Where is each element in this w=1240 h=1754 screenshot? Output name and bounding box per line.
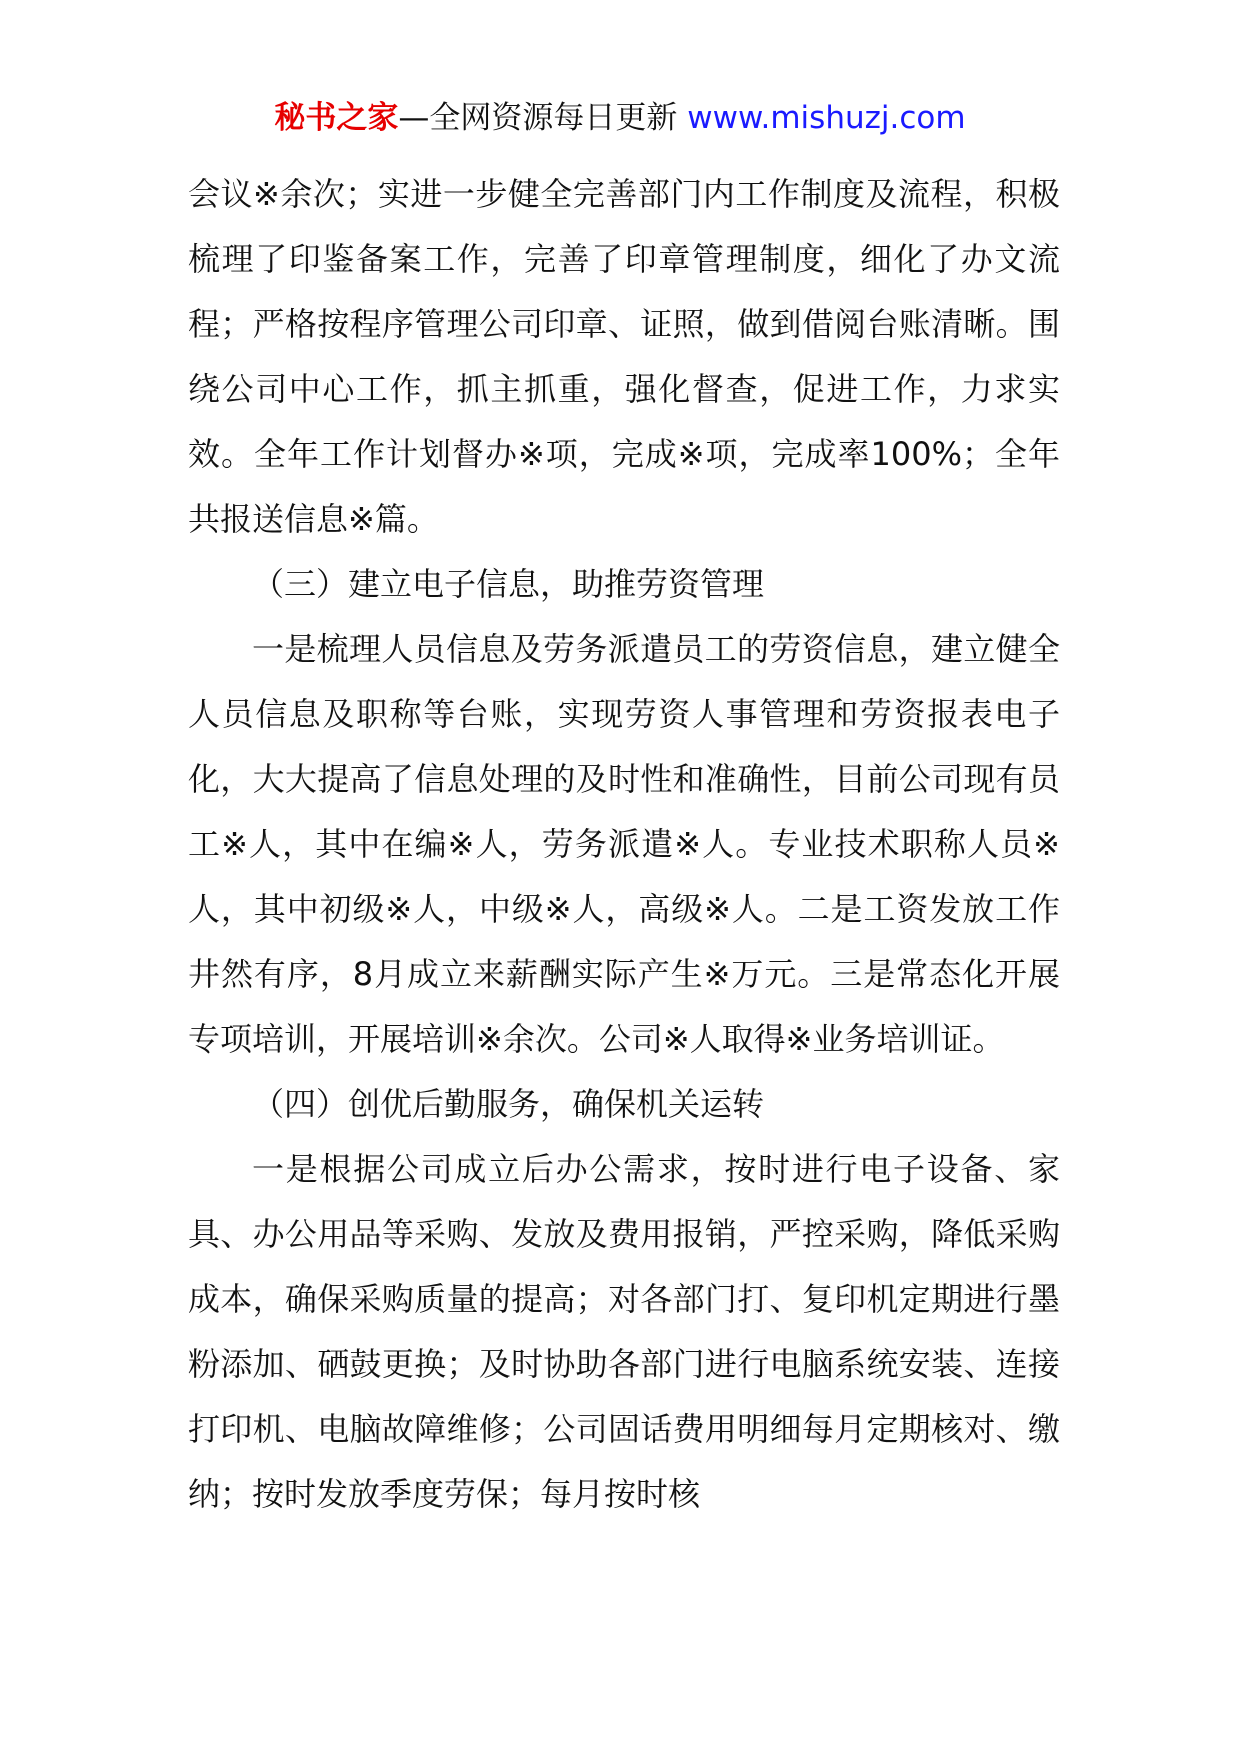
section-heading-four: （四）创优后勤服务，确保机关运转: [252, 1085, 765, 1123]
header-tagline: —全网资源每日更新: [398, 100, 688, 136]
section-heading-three: （三）建立电子信息，助推劳资管理: [252, 565, 765, 603]
site-url: www.mishuzj.com: [687, 100, 966, 136]
paragraph-continued: 会议※余次；实进一步健全完善部门内工作制度及流程，积极梳理了印鉴备案工作，完善了印章管理制度，细化了办文流程；严格按程序管理公司印章、证照，做到借阅台账清晰。围绕公司中心工作，抓主抓重，强化督查，促进工作，力求实效。全年工作计划督办※项，完成※项，完成率100%；全年共报送信息※篇。: [188, 175, 1060, 538]
paragraph-logistics-service: 一是根据公司成立后办公需求，按时进行电子设备、家具、办公用品等采购、发放及费用报销，严控采购，降低采购成本，确保采购质量的提高；对各部门打、复印机定期进行墨粉添加、硒鼓更换；及时协助各部门进行电脑系统安装、连接打印机、电脑故障维修；公司固话费用明细每月定期核对、缴纳；按时发放季度劳保；每月按时核: [188, 1150, 1060, 1513]
document-body: [188, 162, 1060, 1527]
paragraph-labor-management: 一是梳理人员信息及劳务派遣员工的劳资信息，建立健全人员信息及职称等台账，实现劳资人事管理和劳资报表电子化，大大提高了信息处理的及时性和准确性，目前公司现有员工※人，其中在编※人，劳务派遣※人。专业技术职称人员※人，其中初级※人，中级※人，高级※人。二是工资发放工作井然有序，8月成立来薪酬实际产生※万元。三是常态化开展专项培训，开展培训※余次。公司※人取得※业务培训证。: [188, 630, 1060, 1058]
brand-name: 秘书之家: [274, 100, 399, 136]
page-header: [0, 98, 1240, 138]
